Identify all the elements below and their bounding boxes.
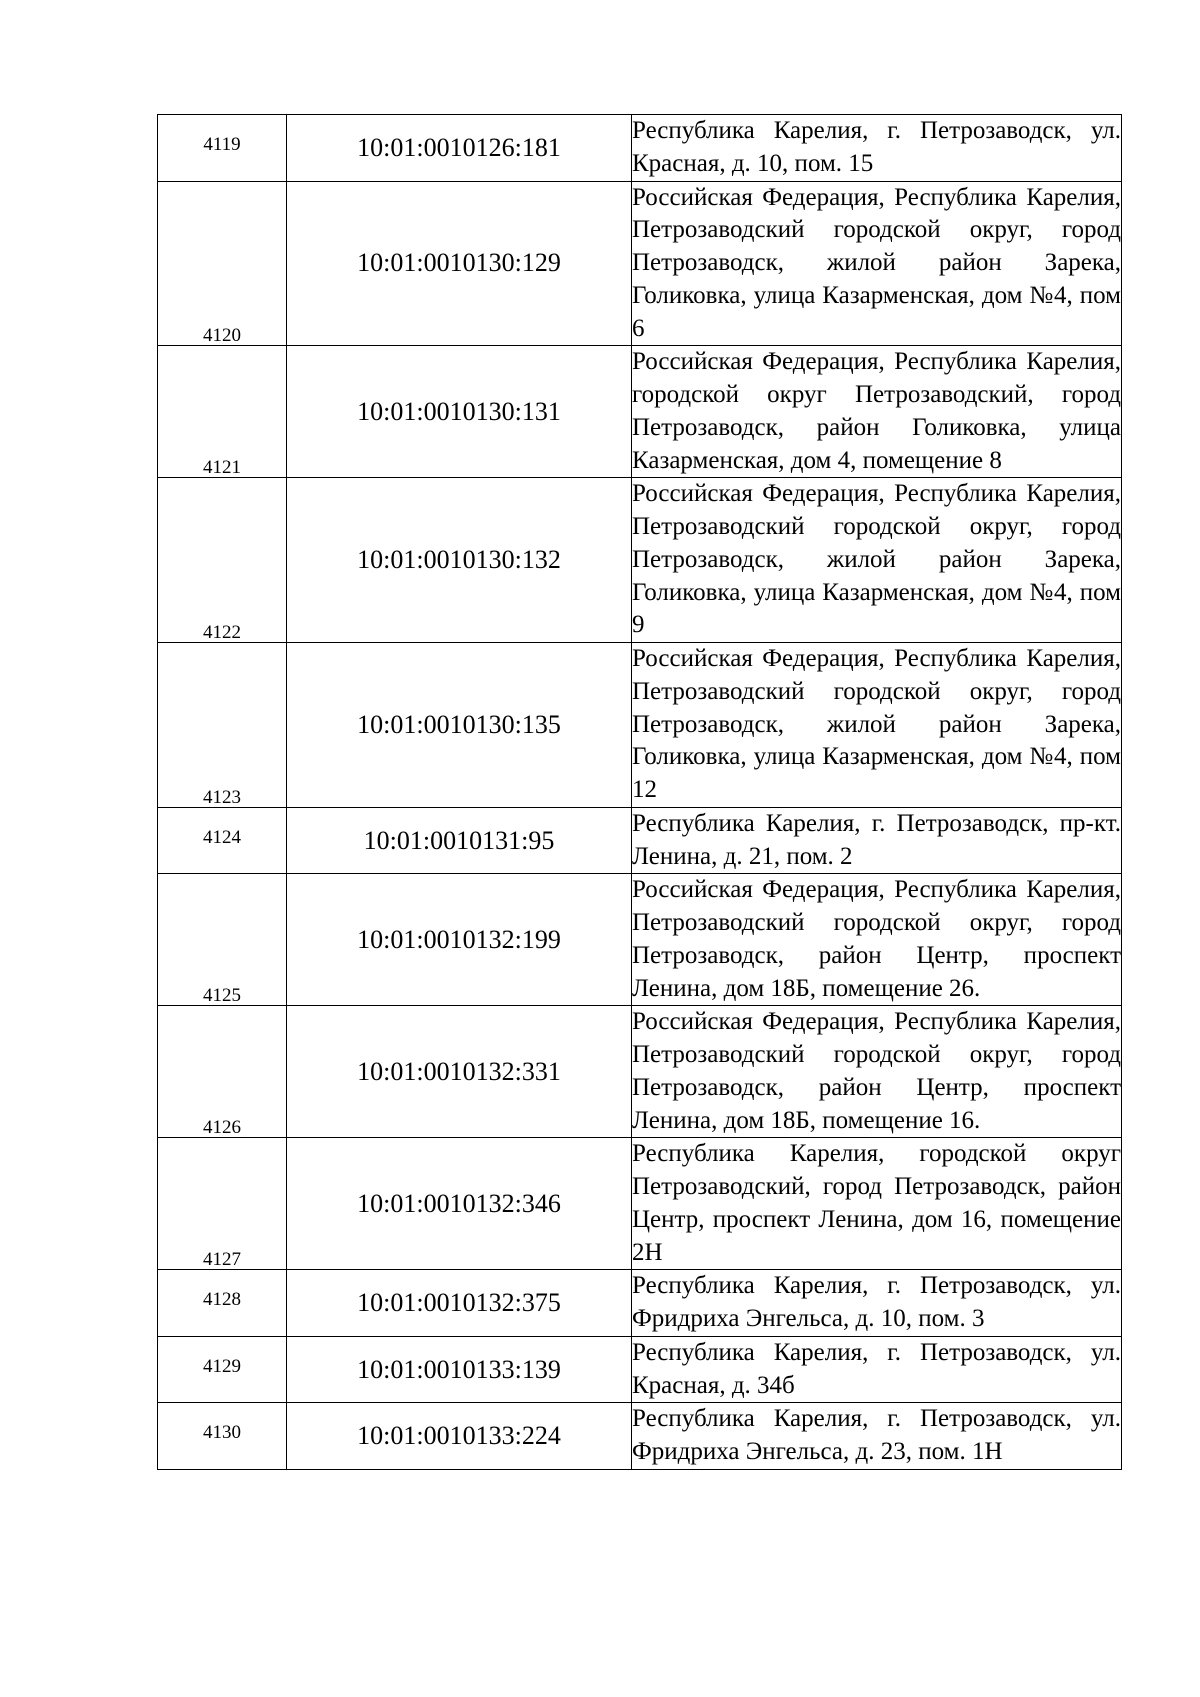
address-cell — [632, 478, 1122, 643]
cadastral-number: 10:01:0010126:181 — [287, 115, 632, 182]
table-row — [158, 807, 1122, 874]
address-text: Республика Карелия, городской округ Петрозаводский, город Петрозаводск, район Центр, проспект Ленина, дом 16, помещение 2Н — [632, 1140, 1121, 1266]
address-text: Российская Федерация, Республика Карелия, Петрозаводский городской округ, город Петрозаводск, жилой район Зарека, Голиковка, улица Казарменская, дом №4, пом 6 — [632, 183, 1121, 342]
row-number: 4120 — [158, 181, 287, 346]
address-cell — [632, 1006, 1122, 1138]
cadastral-number: 10:01:0010132:199 — [287, 874, 632, 1006]
address-text: Республика Карелия, г. Петрозаводск, ул. Красная, д. 34б — [632, 1338, 1121, 1399]
row-number: 4130 — [158, 1403, 287, 1470]
address-text: Российская Федерация, Республика Карелия, Петрозаводский городской округ, город Петрозаводск, район Центр, проспект Ленина, дом 18Б, помещение 26. — [632, 876, 1121, 1002]
table-row — [158, 874, 1122, 1006]
property-registry-table — [157, 114, 1122, 1470]
address-cell — [632, 874, 1122, 1006]
row-number: 4127 — [158, 1138, 287, 1270]
row-number: 4119 — [158, 115, 287, 182]
cadastral-number: 10:01:0010130:135 — [287, 643, 632, 808]
address-text: Российская Федерация, Республика Карелия, городской округ Петрозаводский, город Петрозаводск, район Голиковка, улица Казарменская, дом 4, помещение 8 — [632, 348, 1121, 474]
table-row — [158, 346, 1122, 478]
table-row — [158, 1403, 1122, 1470]
address-text: Российская Федерация, Республика Карелия, Петрозаводский городской округ, город Петрозаводск, жилой район Зарека, Голиковка, улица Казарменская, дом №4, пом 12 — [632, 645, 1121, 803]
cadastral-number: 10:01:0010132:346 — [287, 1138, 632, 1270]
address-cell — [632, 1138, 1122, 1270]
table-row — [158, 1270, 1122, 1337]
address-cell — [632, 643, 1122, 808]
cadastral-number: 10:01:0010132:331 — [287, 1006, 632, 1138]
row-number: 4122 — [158, 478, 287, 643]
address-cell — [632, 807, 1122, 874]
address-cell — [632, 181, 1122, 346]
address-text: Республика Карелия, г. Петрозаводск, ул. Красная, д. 10, пом. 15 — [632, 117, 1121, 177]
address-cell — [632, 346, 1122, 478]
table-row — [158, 1006, 1122, 1138]
address-text: Российская Федерация, Республика Карелия, Петрозаводский городской округ, город Петрозаводск, район Центр, проспект Ленина, дом 18Б, помещение 16. — [632, 1008, 1121, 1134]
row-number: 4123 — [158, 643, 287, 808]
row-number: 4124 — [158, 807, 287, 874]
row-number: 4121 — [158, 346, 287, 478]
row-number: 4129 — [158, 1336, 287, 1403]
cadastral-number: 10:01:0010131:95 — [287, 807, 632, 874]
address-text: Республика Карелия, г. Петрозаводск, ул. Фридриха Энгельса, д. 10, пом. 3 — [632, 1272, 1121, 1332]
row-number: 4128 — [158, 1270, 287, 1337]
table-row — [158, 115, 1122, 182]
row-number: 4125 — [158, 874, 287, 1006]
address-cell — [632, 1270, 1122, 1337]
row-number: 4126 — [158, 1006, 287, 1138]
cadastral-number: 10:01:0010133:224 — [287, 1403, 632, 1470]
address-cell — [632, 1336, 1122, 1403]
cadastral-number: 10:01:0010130:132 — [287, 478, 632, 643]
table-row — [158, 643, 1122, 808]
address-cell — [632, 115, 1122, 182]
address-text: Республика Карелия, г. Петрозаводск, пр-кт. Ленина, д. 21, пом. 2 — [632, 809, 1121, 870]
cadastral-number: 10:01:0010130:131 — [287, 346, 632, 478]
address-text: Республика Карелия, г. Петрозаводск, ул. Фридриха Энгельса, д. 23, пом. 1Н — [632, 1405, 1121, 1465]
address-text: Российская Федерация, Республика Карелия, Петрозаводский городской округ, город Петрозаводск, жилой район Зарека, Голиковка, улица Казарменская, дом №4, пом 9 — [632, 480, 1121, 639]
table-row — [158, 1336, 1122, 1403]
address-cell — [632, 1403, 1122, 1470]
cadastral-number: 10:01:0010130:129 — [287, 181, 632, 346]
cadastral-number: 10:01:0010133:139 — [287, 1336, 632, 1403]
cadastral-number: 10:01:0010132:375 — [287, 1270, 632, 1337]
table-row — [158, 1138, 1122, 1270]
table-row — [158, 181, 1122, 346]
table-row — [158, 478, 1122, 643]
